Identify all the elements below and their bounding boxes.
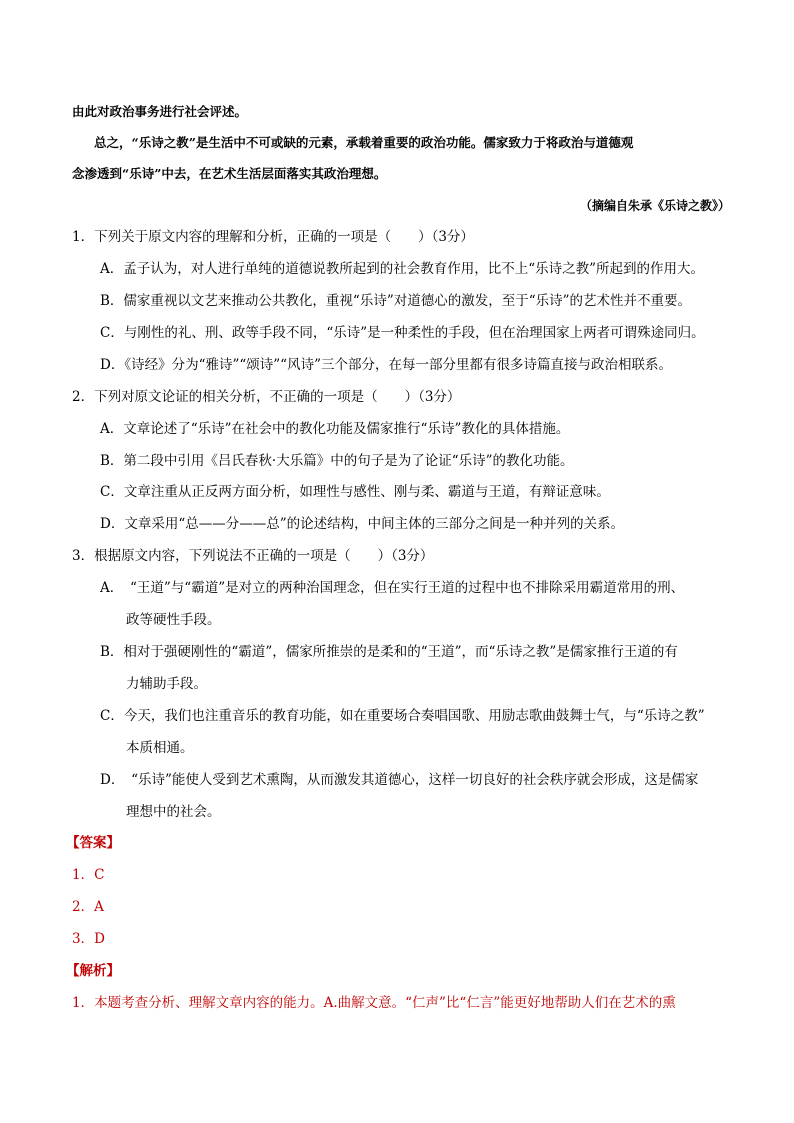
- question-2-option-c: C．文章注重从正反两方面分析，如理性与感性、刚与柔、霸道与王道，有辩证意味。: [100, 484, 610, 500]
- answer-item-3: 3．D: [72, 931, 105, 947]
- question-1-option-c: C．与刚性的礼、刑、政等手段不同，“乐诗”是一种柔性的手段，但在治理国家上两者可谓殊途同归。: [100, 325, 705, 341]
- question-3-option-d: D． “乐诗”能使人受到艺术熏陶，从而激发其道德心，这样一切良好的社会秩序就会形成，这是儒家: [100, 772, 699, 788]
- question-1-option-b: B．儒家重视以文艺来推动公共教化，重视“乐诗”对道德心的激发，至于“乐诗”的艺术性并不重要。: [100, 293, 692, 309]
- question-2-option-a: A．文章论述了“乐诗”在社会中的教化功能及儒家推行“乐诗”教化的具体措施。: [100, 421, 570, 437]
- question-3-option-a: A． “王道”与“霸道”是对立的两种治国理念，但在实行王道的过程中也不排除采用霸道常用的刑、: [100, 580, 685, 596]
- passage-line-3: 念渗透到“乐诗”中去，在艺术生活层面落实其政治理想。: [72, 166, 387, 181]
- analysis-line-1: 1．本题考查分析、理解文章内容的能力。A.曲解文意。“仁声”比“仁言”能更好地帮助人们在艺术的熏: [72, 995, 676, 1011]
- answer-heading: 【答案】: [66, 835, 120, 851]
- question-3-option-d-cont: 理想中的社会。: [126, 804, 221, 820]
- question-2-stem: 2．下列对原文论证的相关分析，不正确的一项是（ ）（3分）: [72, 389, 461, 405]
- question-3-option-b: B．相对于强硬刚性的“霸道”，儒家所推崇的是柔和的“王道”，而“乐诗之教”是儒家推行王道的有: [100, 644, 678, 660]
- question-3-option-a-cont: 政等硬性手段。: [126, 612, 221, 628]
- question-3-option-c: C．今天，我们也注重音乐的教育功能，如在重要场合奏唱国歌、用励志歌曲鼓舞士气，与“乐诗之教”: [100, 708, 705, 724]
- question-1-stem: 1．下列关于原文内容的理解和分析，正确的一项是（ ）（3分）: [72, 229, 474, 245]
- analysis-heading: 【解析】: [66, 963, 120, 979]
- answer-item-2: 2．A: [72, 899, 104, 915]
- question-2-option-b: B．第二段中引用《吕氏春秋·大乐篇》中的句子是为了论证“乐诗”的教化功能。: [100, 453, 574, 469]
- question-3-option-c-cont: 本质相通。: [126, 740, 194, 756]
- answer-item-1: 1．C: [72, 867, 105, 883]
- question-3-stem: 3．根据原文内容，下列说法不正确的一项是（ ）（3分）: [72, 548, 434, 564]
- question-1-option-d: D．《诗经》分为“雅诗”“颂诗”“风诗”三个部分，在每一部分里都有很多诗篇直接与政治相联系。: [100, 357, 672, 373]
- passage-line-2: 总之，“乐诗之教”是生活中不可或缺的元素，承载着重要的政治功能。儒家致力于将政治与道德观: [94, 135, 634, 150]
- passage-line-1: 由此对政治事务进行社会评述。: [72, 104, 248, 119]
- question-3-option-b-cont: 力辅助手段。: [126, 676, 207, 692]
- question-1-option-a: A．孟子认为，对人进行单纯的道德说教所起到的社会教育作用，比不上“乐诗之教”所起到的作用大。: [100, 261, 705, 277]
- question-2-option-d: D．文章采用“总——分——总”的论述结构，中间主体的三部分之间是一种并列的关系。: [100, 516, 625, 532]
- passage-source: （摘编自朱承《乐诗之教》）: [580, 198, 731, 213]
